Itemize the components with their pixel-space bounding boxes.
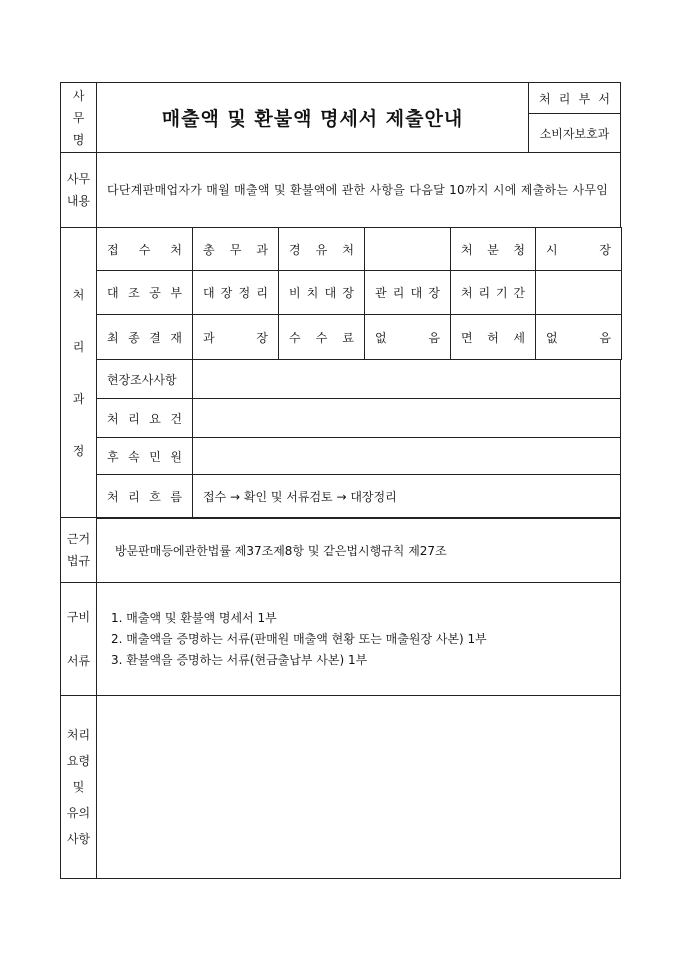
process-row-label	[96, 359, 193, 399]
label-line: 서류	[66, 654, 91, 668]
process-row-value	[192, 398, 621, 438]
process-grid-cell	[450, 227, 536, 271]
label-char: 정	[72, 444, 85, 459]
cell-text: 면 허 세	[461, 330, 525, 345]
cell-text: 대 조 공 부	[107, 286, 182, 300]
process-grid-cell	[364, 227, 451, 271]
cell-text: 처 분 청	[461, 242, 525, 257]
dept-value: 소비자보호과	[528, 113, 621, 153]
cell-text: 과 장	[203, 330, 268, 345]
cell-text: 시 장	[546, 242, 611, 257]
label-line: 근거	[66, 532, 91, 546]
process-grid-cell	[192, 314, 279, 360]
process-grid-cell	[96, 227, 193, 271]
task-name-label	[60, 82, 97, 153]
row-label-text: 현장조사사항	[107, 372, 177, 387]
process-grid-cell	[364, 314, 451, 360]
docs-item: 1. 매출액 및 환불액 명세서 1부	[111, 610, 277, 625]
process-grid-cell	[535, 314, 622, 360]
label-line: 내용	[66, 194, 91, 208]
docs-label	[60, 582, 97, 696]
docs-item: 3. 환불액을 증명하는 서류(현금출납부 사본) 1부	[111, 652, 368, 667]
row-label-text: 후 속 민 원	[107, 449, 182, 464]
process-row-value	[192, 359, 621, 399]
cell-text: 없 음	[546, 330, 611, 345]
label-line: 사무	[66, 172, 91, 186]
label-char: 명	[72, 132, 85, 147]
label-line: 요령	[66, 754, 91, 768]
docs-item: 2. 매출액을 증명하는 서류(판매원 매출액 현황 또는 매출원장 사본) 1부	[111, 631, 487, 646]
process-row-value: 접수 → 확인 및 서류검토 → 대장정리	[192, 474, 621, 519]
cell-text: 최 종 결 재	[107, 330, 182, 345]
process-row-label	[96, 474, 193, 519]
cell-text: 처 리 기 간	[461, 286, 525, 300]
content-label	[60, 152, 97, 228]
law-text: 방문판매등에관한법률 제37조제8항 및 같은법시행규칙 제27조	[96, 517, 621, 583]
process-grid-cell	[278, 270, 365, 315]
process-grid-cell	[96, 314, 193, 360]
process-grid-cell	[192, 227, 279, 271]
process-row-label	[96, 398, 193, 438]
dept-label-text: 처 리 부 서	[539, 91, 610, 106]
process-grid-cell	[96, 270, 193, 315]
cell-text: 총 무 과	[203, 242, 268, 257]
label-line: 및	[72, 780, 85, 794]
process-row-value	[192, 437, 621, 475]
label-char: 과	[72, 392, 85, 407]
process-grid-cell	[192, 270, 279, 315]
cell-text: 비 치 대 장	[289, 286, 354, 300]
docs-list	[96, 582, 621, 696]
row-label-text: 처 리 요 건	[107, 411, 182, 426]
process-grid-cell	[364, 270, 451, 315]
process-row-label	[96, 437, 193, 475]
label-line: 구비	[66, 610, 91, 624]
page-title: 매출액 및 환불액 명세서 제출안내	[96, 82, 529, 153]
notes-body	[96, 695, 621, 879]
label-char: 사	[72, 88, 85, 103]
process-grid-cell	[535, 270, 622, 315]
cell-text: 없 음	[375, 330, 440, 345]
process-grid-cell	[450, 270, 536, 315]
cell-text: 경 유 처	[289, 242, 354, 257]
notes-label	[60, 695, 97, 879]
cell-text: 수 수 료	[289, 330, 354, 345]
process-grid-cell	[450, 314, 536, 360]
process-grid-cell	[535, 227, 622, 271]
cell-text: 관 리 대 장	[375, 286, 440, 300]
label-line: 유의	[66, 806, 91, 820]
label-char: 리	[72, 339, 85, 354]
dept-label	[528, 82, 621, 114]
label-char: 처	[72, 287, 85, 302]
label-char: 무	[72, 110, 85, 125]
cell-text: 대 장 정 리	[203, 286, 268, 300]
law-label	[60, 517, 97, 583]
label-line: 사항	[66, 832, 91, 846]
process-grid-cell	[278, 227, 365, 271]
cell-text: 접 수 처	[107, 242, 182, 257]
content-text: 다단계판매업자가 매월 매출액 및 환불액에 관한 사항을 다음달 10까지 시에 제출하는 사무임	[96, 152, 621, 228]
label-line: 처리	[66, 728, 91, 742]
process-label	[60, 227, 97, 518]
label-line: 법규	[66, 554, 91, 568]
process-grid-cell	[278, 314, 365, 360]
row-label-text: 처 리 흐 름	[107, 490, 182, 504]
